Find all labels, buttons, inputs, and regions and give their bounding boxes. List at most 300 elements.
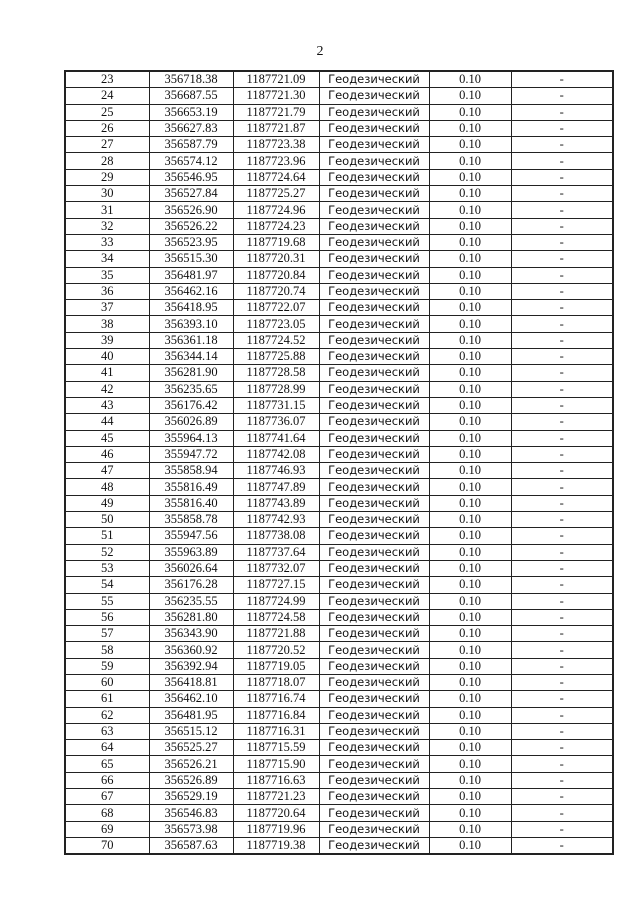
point-number-cell: 33 <box>65 234 149 250</box>
method-cell: Геодезический <box>319 283 429 299</box>
description-cell: - <box>511 723 613 739</box>
table-row <box>65 626 613 642</box>
y-coordinate-cell: 1187716.63 <box>233 772 319 788</box>
x-coordinate-cell: 355964.13 <box>149 430 233 446</box>
x-coordinate-cell: 356574.12 <box>149 153 233 169</box>
x-coordinate-cell: 356418.81 <box>149 674 233 690</box>
accuracy-cell: 0.10 <box>429 479 511 495</box>
method-cell: Геодезический <box>319 740 429 756</box>
accuracy-cell: 0.10 <box>429 397 511 413</box>
table-row <box>65 577 613 593</box>
y-coordinate-cell: 1187724.99 <box>233 593 319 609</box>
x-coordinate-cell: 356526.90 <box>149 202 233 218</box>
description-cell: - <box>511 495 613 511</box>
y-coordinate-cell: 1187715.90 <box>233 756 319 772</box>
accuracy-cell: 0.10 <box>429 71 511 88</box>
table-row <box>65 544 613 560</box>
method-cell: Геодезический <box>319 479 429 495</box>
description-cell: - <box>511 153 613 169</box>
y-coordinate-cell: 1187737.64 <box>233 544 319 560</box>
table-row <box>65 202 613 218</box>
x-coordinate-cell: 356235.65 <box>149 381 233 397</box>
table-row <box>65 528 613 544</box>
point-number-cell: 53 <box>65 560 149 576</box>
point-number-cell: 59 <box>65 658 149 674</box>
table-row <box>65 397 613 413</box>
accuracy-cell: 0.10 <box>429 202 511 218</box>
coordinates-table <box>64 70 614 855</box>
table-row <box>65 772 613 788</box>
x-coordinate-cell: 356525.27 <box>149 740 233 756</box>
accuracy-cell: 0.10 <box>429 104 511 120</box>
method-cell: Геодезический <box>319 202 429 218</box>
point-number-cell: 48 <box>65 479 149 495</box>
method-cell: Геодезический <box>319 365 429 381</box>
accuracy-cell: 0.10 <box>429 283 511 299</box>
accuracy-cell: 0.10 <box>429 349 511 365</box>
point-number-cell: 63 <box>65 723 149 739</box>
accuracy-cell: 0.10 <box>429 186 511 202</box>
y-coordinate-cell: 1187736.07 <box>233 414 319 430</box>
method-cell: Геодезический <box>319 577 429 593</box>
accuracy-cell: 0.10 <box>429 251 511 267</box>
point-number-cell: 47 <box>65 463 149 479</box>
point-number-cell: 67 <box>65 789 149 805</box>
table-row <box>65 674 613 690</box>
x-coordinate-cell: 356026.89 <box>149 414 233 430</box>
accuracy-cell: 0.10 <box>429 446 511 462</box>
table-row <box>65 88 613 104</box>
description-cell: - <box>511 169 613 185</box>
description-cell: - <box>511 789 613 805</box>
accuracy-cell: 0.10 <box>429 218 511 234</box>
table-row <box>65 381 613 397</box>
y-coordinate-cell: 1187742.93 <box>233 512 319 528</box>
description-cell: - <box>511 626 613 642</box>
description-cell: - <box>511 71 613 88</box>
method-cell: Геодезический <box>319 626 429 642</box>
method-cell: Геодезический <box>319 658 429 674</box>
accuracy-cell: 0.10 <box>429 609 511 625</box>
accuracy-cell: 0.10 <box>429 120 511 136</box>
table-row <box>65 414 613 430</box>
accuracy-cell: 0.10 <box>429 837 511 854</box>
table-row <box>65 642 613 658</box>
table-row <box>65 740 613 756</box>
table-row <box>65 560 613 576</box>
point-number-cell: 31 <box>65 202 149 218</box>
y-coordinate-cell: 1187738.08 <box>233 528 319 544</box>
point-number-cell: 60 <box>65 674 149 690</box>
method-cell: Геодезический <box>319 691 429 707</box>
description-cell: - <box>511 349 613 365</box>
description-cell: - <box>511 658 613 674</box>
table-row <box>65 120 613 136</box>
y-coordinate-cell: 1187721.23 <box>233 789 319 805</box>
point-number-cell: 56 <box>65 609 149 625</box>
method-cell: Геодезический <box>319 642 429 658</box>
x-coordinate-cell: 356526.89 <box>149 772 233 788</box>
x-coordinate-cell: 355947.72 <box>149 446 233 462</box>
y-coordinate-cell: 1187725.88 <box>233 349 319 365</box>
y-coordinate-cell: 1187721.87 <box>233 120 319 136</box>
y-coordinate-cell: 1187724.64 <box>233 169 319 185</box>
description-cell: - <box>511 267 613 283</box>
point-number-cell: 46 <box>65 446 149 462</box>
y-coordinate-cell: 1187731.15 <box>233 397 319 413</box>
description-cell: - <box>511 251 613 267</box>
table-row <box>65 723 613 739</box>
accuracy-cell: 0.10 <box>429 88 511 104</box>
coordinates-table-wrapper <box>64 70 612 855</box>
description-cell: - <box>511 332 613 348</box>
table-row <box>65 332 613 348</box>
table-row <box>65 349 613 365</box>
point-number-cell: 42 <box>65 381 149 397</box>
point-number-cell: 41 <box>65 365 149 381</box>
method-cell: Геодезический <box>319 512 429 528</box>
method-cell: Геодезический <box>319 120 429 136</box>
description-cell: - <box>511 707 613 723</box>
method-cell: Геодезический <box>319 137 429 153</box>
method-cell: Геодезический <box>319 723 429 739</box>
accuracy-cell: 0.10 <box>429 365 511 381</box>
point-number-cell: 35 <box>65 267 149 283</box>
point-number-cell: 66 <box>65 772 149 788</box>
y-coordinate-cell: 1187723.96 <box>233 153 319 169</box>
x-coordinate-cell: 356515.30 <box>149 251 233 267</box>
page-number: 2 <box>316 44 324 59</box>
point-number-cell: 69 <box>65 821 149 837</box>
point-number-cell: 44 <box>65 414 149 430</box>
accuracy-cell: 0.10 <box>429 267 511 283</box>
y-coordinate-cell: 1187721.79 <box>233 104 319 120</box>
description-cell: - <box>511 120 613 136</box>
accuracy-cell: 0.10 <box>429 560 511 576</box>
description-cell: - <box>511 283 613 299</box>
y-coordinate-cell: 1187716.31 <box>233 723 319 739</box>
x-coordinate-cell: 356235.55 <box>149 593 233 609</box>
method-cell: Геодезический <box>319 397 429 413</box>
y-coordinate-cell: 1187715.59 <box>233 740 319 756</box>
y-coordinate-cell: 1187742.08 <box>233 446 319 462</box>
y-coordinate-cell: 1187743.89 <box>233 495 319 511</box>
description-cell: - <box>511 691 613 707</box>
method-cell: Геодезический <box>319 837 429 854</box>
description-cell: - <box>511 756 613 772</box>
method-cell: Геодезический <box>319 251 429 267</box>
description-cell: - <box>511 512 613 528</box>
accuracy-cell: 0.10 <box>429 430 511 446</box>
table-row <box>65 821 613 837</box>
y-coordinate-cell: 1187722.07 <box>233 300 319 316</box>
x-coordinate-cell: 356281.80 <box>149 609 233 625</box>
point-number-cell: 26 <box>65 120 149 136</box>
description-cell: - <box>511 560 613 576</box>
accuracy-cell: 0.10 <box>429 137 511 153</box>
point-number-cell: 34 <box>65 251 149 267</box>
y-coordinate-cell: 1187724.96 <box>233 202 319 218</box>
method-cell: Геодезический <box>319 495 429 511</box>
point-number-cell: 38 <box>65 316 149 332</box>
method-cell: Геодезический <box>319 805 429 821</box>
point-number-cell: 65 <box>65 756 149 772</box>
point-number-cell: 68 <box>65 805 149 821</box>
table-row <box>65 218 613 234</box>
x-coordinate-cell: 356392.94 <box>149 658 233 674</box>
y-coordinate-cell: 1187719.68 <box>233 234 319 250</box>
y-coordinate-cell: 1187727.15 <box>233 577 319 593</box>
x-coordinate-cell: 356176.42 <box>149 397 233 413</box>
method-cell: Геодезический <box>319 186 429 202</box>
table-row <box>65 251 613 267</box>
x-coordinate-cell: 355947.56 <box>149 528 233 544</box>
accuracy-cell: 0.10 <box>429 495 511 511</box>
table-row <box>65 153 613 169</box>
y-coordinate-cell: 1187719.96 <box>233 821 319 837</box>
method-cell: Геодезический <box>319 560 429 576</box>
description-cell: - <box>511 316 613 332</box>
table-row <box>65 234 613 250</box>
table-row <box>65 707 613 723</box>
method-cell: Геодезический <box>319 316 429 332</box>
y-coordinate-cell: 1187719.38 <box>233 837 319 854</box>
table-row <box>65 805 613 821</box>
method-cell: Геодезический <box>319 674 429 690</box>
method-cell: Геодезический <box>319 332 429 348</box>
x-coordinate-cell: 356546.95 <box>149 169 233 185</box>
point-number-cell: 32 <box>65 218 149 234</box>
point-number-cell: 70 <box>65 837 149 854</box>
x-coordinate-cell: 356281.90 <box>149 365 233 381</box>
x-coordinate-cell: 356573.98 <box>149 821 233 837</box>
method-cell: Геодезический <box>319 789 429 805</box>
method-cell: Геодезический <box>319 300 429 316</box>
x-coordinate-cell: 356393.10 <box>149 316 233 332</box>
table-row <box>65 446 613 462</box>
method-cell: Геодезический <box>319 772 429 788</box>
y-coordinate-cell: 1187728.58 <box>233 365 319 381</box>
method-cell: Геодезический <box>319 234 429 250</box>
description-cell: - <box>511 821 613 837</box>
y-coordinate-cell: 1187719.05 <box>233 658 319 674</box>
y-coordinate-cell: 1187747.89 <box>233 479 319 495</box>
x-coordinate-cell: 356176.28 <box>149 577 233 593</box>
method-cell: Геодезический <box>319 463 429 479</box>
y-coordinate-cell: 1187724.58 <box>233 609 319 625</box>
accuracy-cell: 0.10 <box>429 528 511 544</box>
accuracy-cell: 0.10 <box>429 593 511 609</box>
point-number-cell: 64 <box>65 740 149 756</box>
accuracy-cell: 0.10 <box>429 414 511 430</box>
accuracy-cell: 0.10 <box>429 544 511 560</box>
description-cell: - <box>511 577 613 593</box>
method-cell: Геодезический <box>319 349 429 365</box>
x-coordinate-cell: 356687.55 <box>149 88 233 104</box>
x-coordinate-cell: 356361.18 <box>149 332 233 348</box>
point-number-cell: 55 <box>65 593 149 609</box>
accuracy-cell: 0.10 <box>429 805 511 821</box>
point-number-cell: 62 <box>65 707 149 723</box>
description-cell: - <box>511 544 613 560</box>
point-number-cell: 23 <box>65 71 149 88</box>
table-row <box>65 463 613 479</box>
accuracy-cell: 0.10 <box>429 512 511 528</box>
point-number-cell: 25 <box>65 104 149 120</box>
accuracy-cell: 0.10 <box>429 821 511 837</box>
point-number-cell: 36 <box>65 283 149 299</box>
x-coordinate-cell: 356587.63 <box>149 837 233 854</box>
point-number-cell: 29 <box>65 169 149 185</box>
x-coordinate-cell: 356526.22 <box>149 218 233 234</box>
accuracy-cell: 0.10 <box>429 723 511 739</box>
point-number-cell: 27 <box>65 137 149 153</box>
accuracy-cell: 0.10 <box>429 707 511 723</box>
description-cell: - <box>511 805 613 821</box>
table-row <box>65 137 613 153</box>
method-cell: Геодезический <box>319 71 429 88</box>
description-cell: - <box>511 88 613 104</box>
y-coordinate-cell: 1187720.84 <box>233 267 319 283</box>
accuracy-cell: 0.10 <box>429 756 511 772</box>
description-cell: - <box>511 397 613 413</box>
x-coordinate-cell: 356481.97 <box>149 267 233 283</box>
x-coordinate-cell: 356360.92 <box>149 642 233 658</box>
x-coordinate-cell: 355963.89 <box>149 544 233 560</box>
x-coordinate-cell: 356587.79 <box>149 137 233 153</box>
method-cell: Геодезический <box>319 707 429 723</box>
accuracy-cell: 0.10 <box>429 772 511 788</box>
accuracy-cell: 0.10 <box>429 381 511 397</box>
point-number-cell: 24 <box>65 88 149 104</box>
table-row <box>65 169 613 185</box>
description-cell: - <box>511 202 613 218</box>
method-cell: Геодезический <box>319 544 429 560</box>
x-coordinate-cell: 356462.16 <box>149 283 233 299</box>
method-cell: Геодезический <box>319 528 429 544</box>
y-coordinate-cell: 1187721.30 <box>233 88 319 104</box>
table-row <box>65 756 613 772</box>
description-cell: - <box>511 609 613 625</box>
x-coordinate-cell: 356343.90 <box>149 626 233 642</box>
point-number-cell: 54 <box>65 577 149 593</box>
x-coordinate-cell: 356026.64 <box>149 560 233 576</box>
accuracy-cell: 0.10 <box>429 626 511 642</box>
description-cell: - <box>511 365 613 381</box>
y-coordinate-cell: 1187716.84 <box>233 707 319 723</box>
description-cell: - <box>511 593 613 609</box>
y-coordinate-cell: 1187741.64 <box>233 430 319 446</box>
x-coordinate-cell: 356523.95 <box>149 234 233 250</box>
description-cell: - <box>511 104 613 120</box>
accuracy-cell: 0.10 <box>429 300 511 316</box>
point-number-cell: 49 <box>65 495 149 511</box>
method-cell: Геодезический <box>319 88 429 104</box>
table-row <box>65 300 613 316</box>
y-coordinate-cell: 1187721.88 <box>233 626 319 642</box>
table-row <box>65 837 613 854</box>
point-number-cell: 58 <box>65 642 149 658</box>
description-cell: - <box>511 837 613 854</box>
x-coordinate-cell: 355816.49 <box>149 479 233 495</box>
table-row <box>65 430 613 446</box>
description-cell: - <box>511 234 613 250</box>
accuracy-cell: 0.10 <box>429 169 511 185</box>
method-cell: Геодезический <box>319 821 429 837</box>
description-cell: - <box>511 186 613 202</box>
method-cell: Геодезический <box>319 381 429 397</box>
accuracy-cell: 0.10 <box>429 674 511 690</box>
table-row <box>65 186 613 202</box>
accuracy-cell: 0.10 <box>429 463 511 479</box>
point-number-cell: 39 <box>65 332 149 348</box>
x-coordinate-cell: 356344.14 <box>149 349 233 365</box>
y-coordinate-cell: 1187720.31 <box>233 251 319 267</box>
y-coordinate-cell: 1187720.52 <box>233 642 319 658</box>
y-coordinate-cell: 1187723.38 <box>233 137 319 153</box>
y-coordinate-cell: 1187728.99 <box>233 381 319 397</box>
method-cell: Геодезический <box>319 593 429 609</box>
method-cell: Геодезический <box>319 446 429 462</box>
y-coordinate-cell: 1187732.07 <box>233 560 319 576</box>
y-coordinate-cell: 1187718.07 <box>233 674 319 690</box>
accuracy-cell: 0.10 <box>429 316 511 332</box>
x-coordinate-cell: 356462.10 <box>149 691 233 707</box>
point-number-cell: 50 <box>65 512 149 528</box>
method-cell: Геодезический <box>319 430 429 446</box>
x-coordinate-cell: 355816.40 <box>149 495 233 511</box>
x-coordinate-cell: 356627.83 <box>149 120 233 136</box>
description-cell: - <box>511 674 613 690</box>
point-number-cell: 61 <box>65 691 149 707</box>
x-coordinate-cell: 356515.12 <box>149 723 233 739</box>
method-cell: Геодезический <box>319 169 429 185</box>
point-number-cell: 52 <box>65 544 149 560</box>
description-cell: - <box>511 642 613 658</box>
accuracy-cell: 0.10 <box>429 658 511 674</box>
description-cell: - <box>511 528 613 544</box>
description-cell: - <box>511 137 613 153</box>
description-cell: - <box>511 300 613 316</box>
table-row <box>65 495 613 511</box>
x-coordinate-cell: 356527.84 <box>149 186 233 202</box>
y-coordinate-cell: 1187720.64 <box>233 805 319 821</box>
method-cell: Геодезический <box>319 414 429 430</box>
description-cell: - <box>511 414 613 430</box>
table-row <box>65 691 613 707</box>
point-number-cell: 43 <box>65 397 149 413</box>
description-cell: - <box>511 381 613 397</box>
x-coordinate-cell: 356526.21 <box>149 756 233 772</box>
method-cell: Геодезический <box>319 104 429 120</box>
accuracy-cell: 0.10 <box>429 642 511 658</box>
table-row <box>65 609 613 625</box>
description-cell: - <box>511 479 613 495</box>
accuracy-cell: 0.10 <box>429 577 511 593</box>
description-cell: - <box>511 772 613 788</box>
method-cell: Геодезический <box>319 267 429 283</box>
x-coordinate-cell: 355858.94 <box>149 463 233 479</box>
x-coordinate-cell: 356418.95 <box>149 300 233 316</box>
point-number-cell: 37 <box>65 300 149 316</box>
x-coordinate-cell: 356653.19 <box>149 104 233 120</box>
accuracy-cell: 0.10 <box>429 691 511 707</box>
y-coordinate-cell: 1187720.74 <box>233 283 319 299</box>
x-coordinate-cell: 356529.19 <box>149 789 233 805</box>
description-cell: - <box>511 463 613 479</box>
point-number-cell: 40 <box>65 349 149 365</box>
point-number-cell: 30 <box>65 186 149 202</box>
